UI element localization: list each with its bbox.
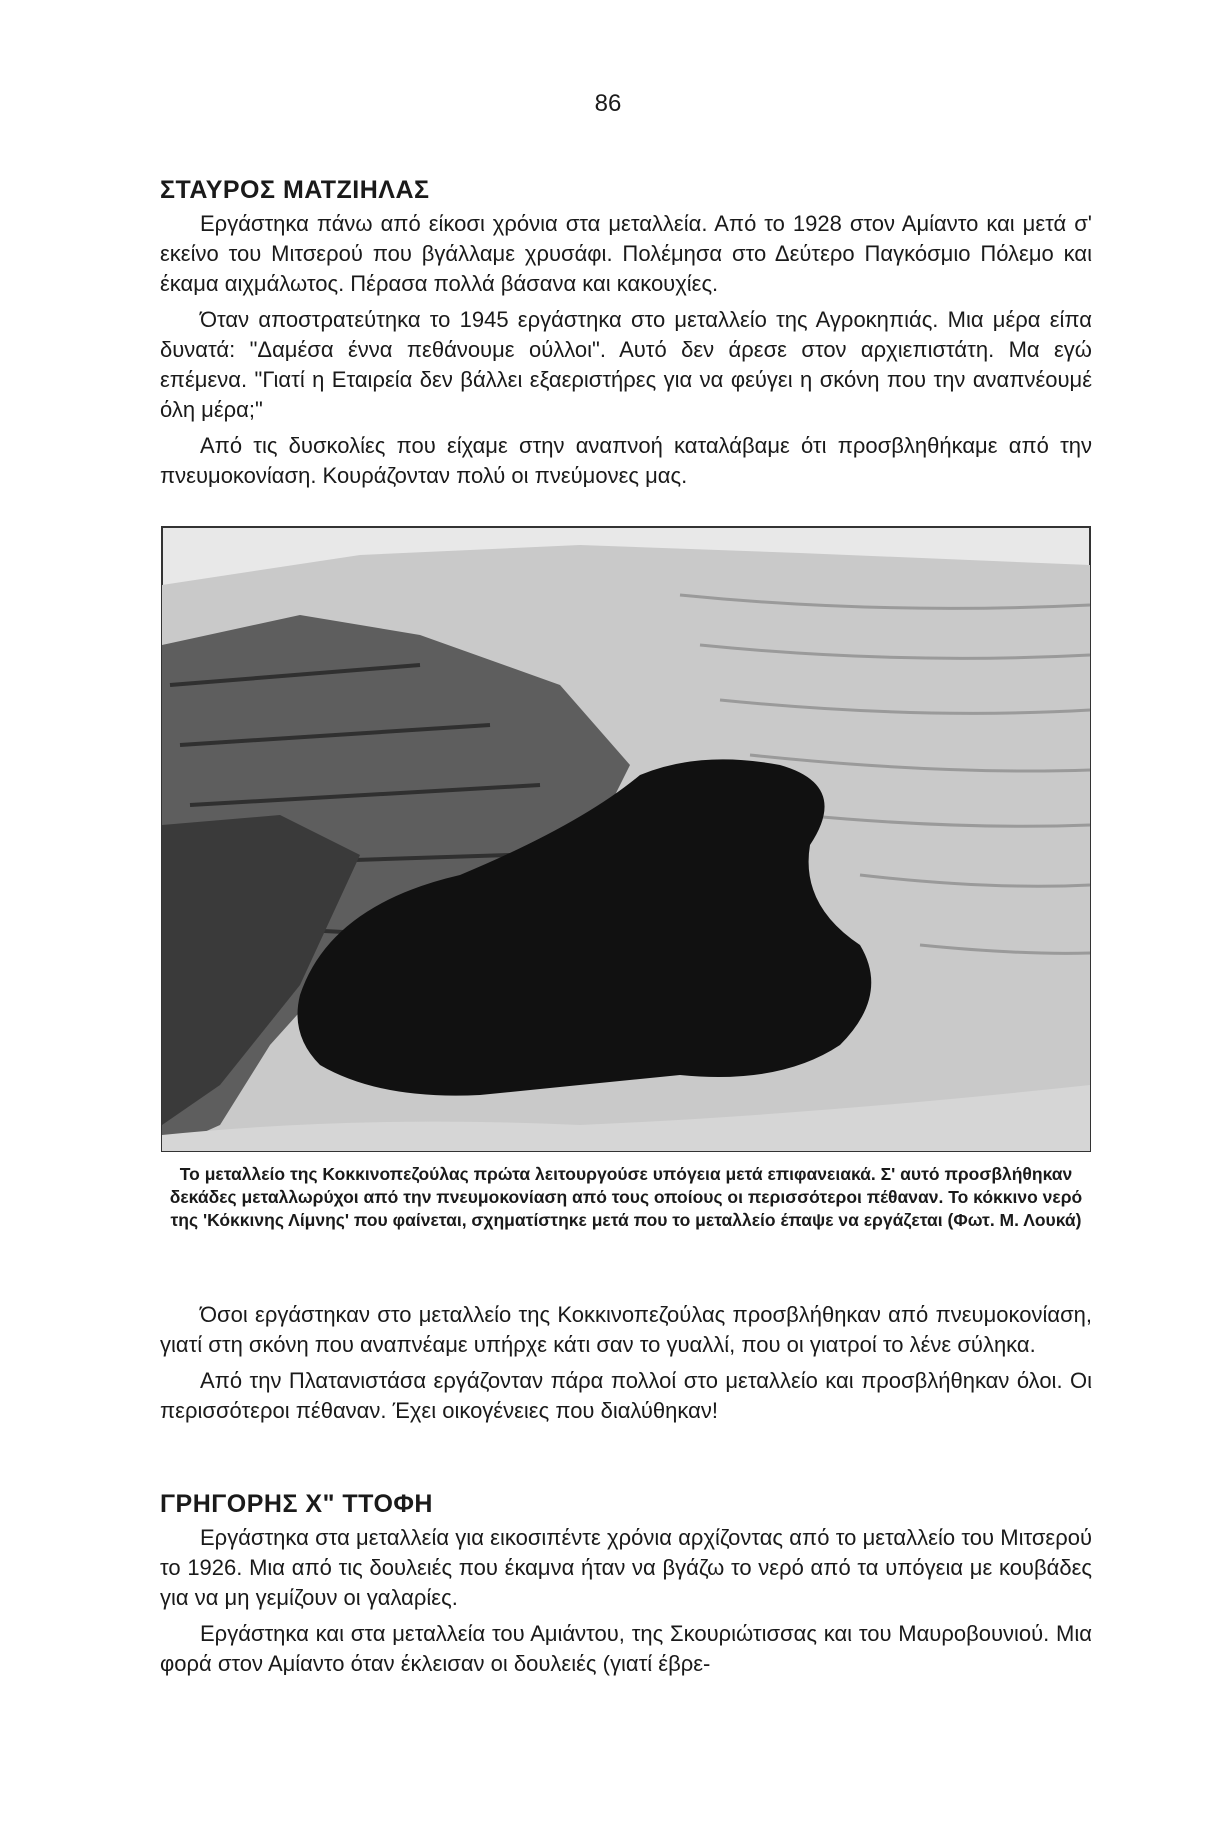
- section-continued: [160, 1300, 1092, 1432]
- paragraph: Εργάστηκα στα μεταλλεία για εικοσιπέντε χρόνια αρχίζοντας από το μεταλλείο του Μιτσερού το 1926. Μια από τις δουλειές που έκαμνα ήταν να βγάζω το νερό από τα υπόγεια με κουβάδες για να μη γεμίζουν οι γαλαρίες.: [160, 1525, 1092, 1610]
- paragraph: Όταν αποστρατεύτηκα το 1945 εργάστηκα στο μεταλλείο της Αγροκηπιάς. Μια μέρα είπα δυνατά: "Δαμέσα έννα πεθάνουμε ούλλοι". Αυτό δεν άρεσε στον αρχιεπιστάτη. Μα εγώ επέμενα. "Γιατί η Εταιρεία δεν βάλλει εξαεριστήρες για να φεύγει η σκόνη που την αναπνέουμέ όλη μέρα;": [160, 307, 1092, 422]
- section-heading: ΣΤΑΥΡΟΣ ΜΑΤΖΙΗΛΑΣ: [160, 176, 430, 204]
- paragraph: Εργάστηκα πάνω από είκοσι χρόνια στα μεταλλεία. Από το 1928 στον Αμίαντο και μετά σ' εκείνο του Μιτσερού που βγάλλαμε χρυσάφι. Πολέμησα στο Δεύτερο Παγκόσμιο Πόλεμο και έκαμα αιχμάλωτος. Πέρασα πολλά βάσανα και κακουχίες.: [160, 211, 1092, 296]
- section-ttofi: [160, 1490, 1092, 1685]
- photo-caption: Το μεταλλείο της Κοκκινοπεζούλας πρώτα λειτουργούσε υπόγεια μετά επιφανειακά. Σ' αυτό προσβλήθηκαν δεκάδες μεταλλωρύχοι από την πνευμοκονίαση από τους οποίους οι περισσότεροι πέθαναν. Το κόκκινο νερό της 'Κόκκινης Λίμνης' που φαίνεται, σχηματίστηκε μετά που το μεταλλείο έπαψε να εργάζεται (Φωτ. Μ. Λουκά): [169, 1164, 1083, 1230]
- mine-photo: [160, 525, 1092, 1153]
- paragraph: Όσοι εργάστηκαν στο μεταλλείο της Κοκκινοπεζούλας προσβλήθηκαν από πνευμοκονίαση, γιατί στη σκόνη που αναπνέαμε υπήρχε κάτι σαν το γυαλλί, που οι γιατροί το λένε σύληκα.: [160, 1302, 1092, 1357]
- page-number: 86: [594, 90, 622, 117]
- paragraph: Εργάστηκα και στα μεταλλεία του Αμιάντου, της Σκουριώτισσας και του Μαυροβουνιού. Μια φορά στον Αμίαντο όταν έκλεισαν οι δουλειές (γιατί έβρε-: [160, 1621, 1092, 1676]
- paragraph: Από τις δυσκολίες που είχαμε στην αναπνοή καταλάβαμε ότι προσβληθήκαμε από την πνευμοκονίαση. Κουράζονταν πολύ οι πνεύμονες μας.: [160, 433, 1092, 488]
- mine-photo-image: [160, 525, 1092, 1153]
- section-matzilas: [160, 176, 1092, 497]
- section-heading: ΓΡΗΓΟΡΗΣ Χ" ΤΤΟΦΗ: [160, 1490, 433, 1518]
- paragraph: Από την Πλατανιστάσα εργάζονταν πάρα πολλοί στο μεταλλείο και προσβλήθηκαν όλοι. Οι περισσότεροι πέθαναν. Έχει οικογένειες που διαλύθηκαν!: [160, 1368, 1092, 1423]
